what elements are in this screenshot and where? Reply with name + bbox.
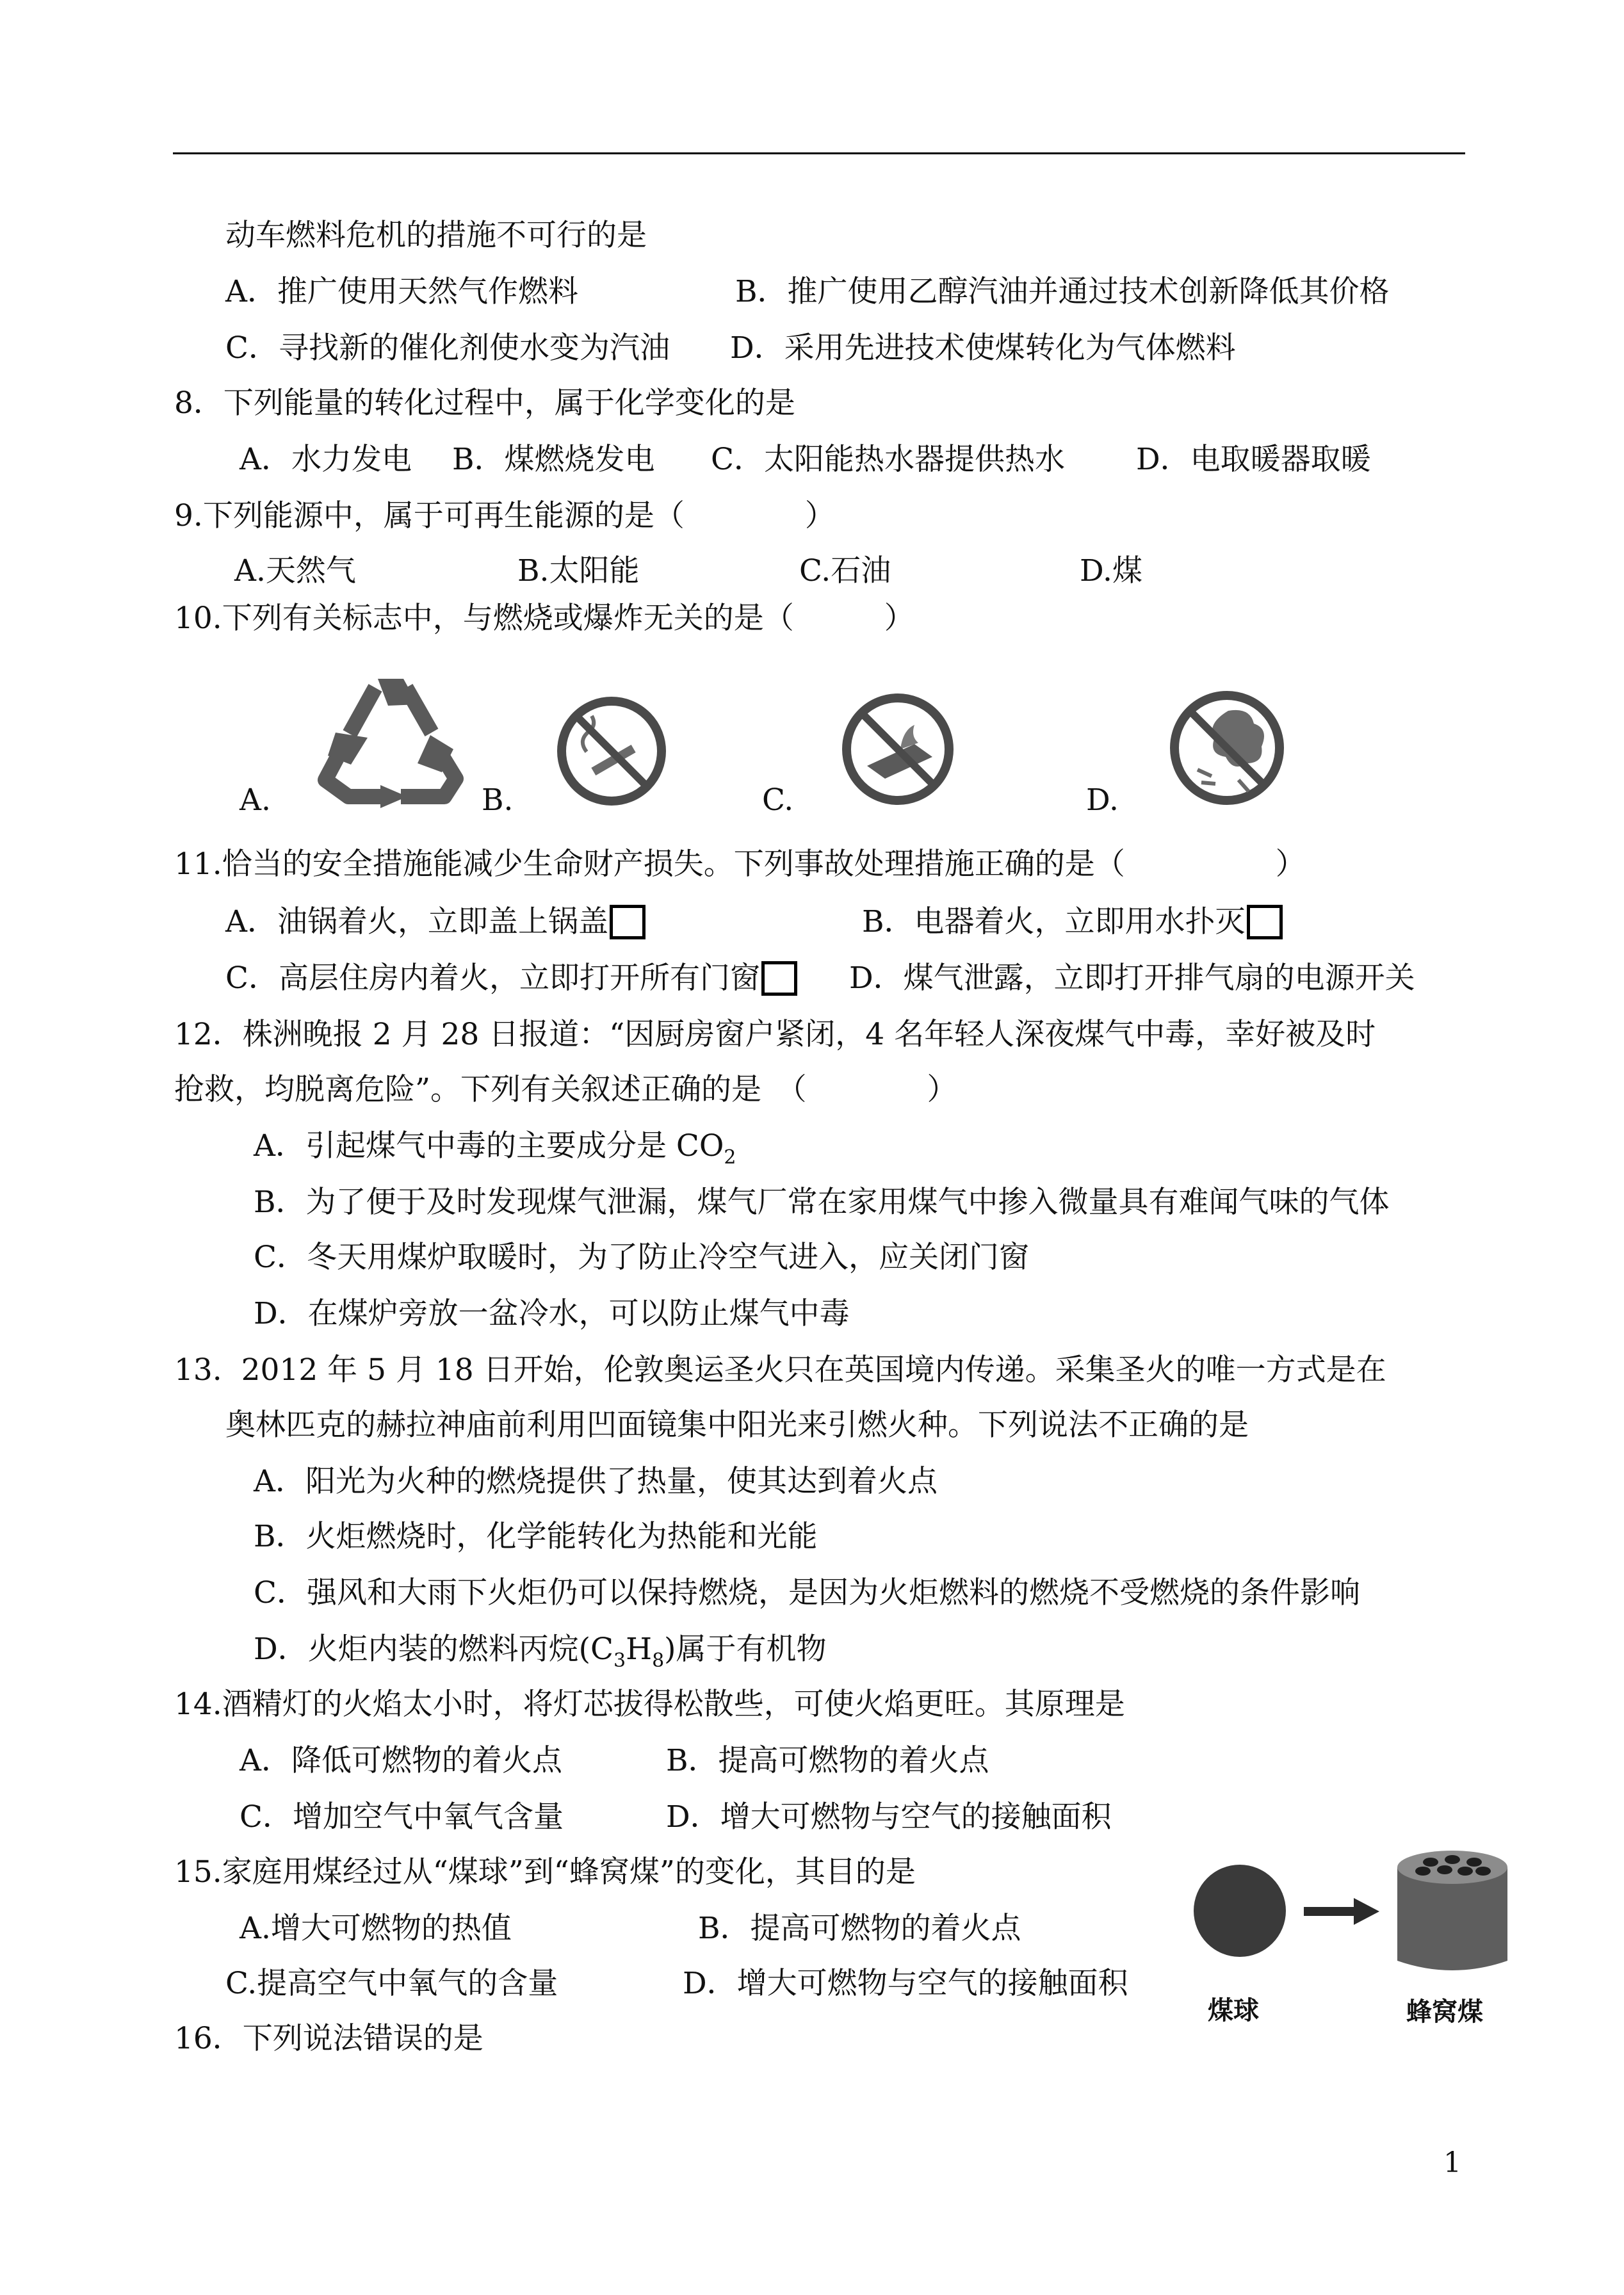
q7-option-d: D．采用先进技术使煤转化为气体燃料 xyxy=(730,330,1236,366)
honeycomb-briquette-label: 蜂窝煤 xyxy=(1406,1997,1483,2027)
q14-option-c: C．增加空气中氧气含量 xyxy=(240,1799,564,1835)
recycle-icon xyxy=(316,674,465,813)
line-q7-stem: 动车燃料危机的措施不可行的是 xyxy=(225,218,647,253)
q13-option-c: C．强风和大雨下火炬仍可以保持燃烧，是因为火炬燃料的燃烧不受燃烧的条件影响 xyxy=(254,1575,1360,1610)
q7-option-c: C．寻找新的催化剂使水变为汽油 xyxy=(225,330,670,366)
q13-option-b: B．火炬燃烧时，化学能转化为热能和光能 xyxy=(254,1519,818,1554)
q13-stem-line2: 奥林匹克的赫拉神庙前利用凹面镜集中阳光来引燃火种。下列说法不正确的是 xyxy=(225,1407,1249,1443)
q8-option-c: C．太阳能热水器提供热水 xyxy=(711,442,1065,477)
q13-option-d-text: H xyxy=(626,1632,653,1667)
q13-option-a: A．阳光为火种的燃烧提供了热量，使其达到着火点 xyxy=(254,1464,938,1499)
q9-option-c: C.石油 xyxy=(799,553,891,588)
no-explosives-icon xyxy=(1167,688,1287,808)
q12-option-a-text: A．引起煤气中毒的主要成分是 CO xyxy=(254,1128,724,1164)
q13-option-d xyxy=(254,1630,827,1680)
subscript: 8 xyxy=(652,1650,665,1672)
q9-stem: 9.下列能源中，属于可再生能源的是（ ） xyxy=(174,498,835,533)
q13-stem-line1: 13. 2012 年 5 月 18 日开始，伦敦奥运圣火只在英国境内传递。采集圣火的唯一方式是在 xyxy=(174,1352,1386,1388)
answer-box xyxy=(1247,905,1283,939)
q8-option-a: A．水力发电 xyxy=(240,442,412,477)
honeycomb-briquette-icon xyxy=(1393,1848,1511,1979)
coal-ball-label: 煤球 xyxy=(1208,1996,1259,2025)
q15-stem: 15.家庭用煤经过从“煤球”到“蜂窝煤”的变化，其目的是 xyxy=(174,1854,916,1890)
q8-option-b: B．煤燃烧发电 xyxy=(452,442,655,477)
q7-option-a: A．推广使用天然气作燃料 xyxy=(225,274,578,309)
q12-stem-line1: 12．株洲晚报 2 月 28 日报道：“因厨房窗户紧闭，4 名年轻人深夜煤气中毒，幸好被及时 xyxy=(174,1017,1376,1052)
q11-option-a xyxy=(225,903,646,941)
q10-stem: 10.下列有关标志中，与燃烧或爆炸无关的是（ ） xyxy=(174,601,914,636)
q10-option-a: A. xyxy=(240,783,271,818)
q12-option-d: D．在煤炉旁放一盆冷水，可以防止煤气中毒 xyxy=(254,1296,850,1331)
q16-stem: 16．下列说法错误的是 xyxy=(174,2021,483,2056)
q12-option-c: C．冬天用煤炉取暖时，为了防止冷空气进入，应关闭门窗 xyxy=(254,1240,1029,1275)
q10-option-d: D. xyxy=(1086,783,1119,818)
q11-option-c-text: C．高层住房内着火，立即打开所有门窗 xyxy=(225,961,760,996)
q13-option-d-text: D．火炬内装的燃料丙烷(C xyxy=(254,1632,613,1667)
q8-stem: 8．下列能量的转化过程中，属于化学变化的是 xyxy=(174,385,795,421)
q15-option-d: D．增大可燃物与空气的接触面积 xyxy=(683,1966,1128,2001)
q14-stem: 14.酒精灯的火焰太小时，将灯芯拔得松散些，可使火焰更旺。其原理是 xyxy=(174,1687,1125,1722)
q7-option-b: B．推广使用乙醇汽油并通过技术创新降低其价格 xyxy=(735,274,1390,309)
q11-option-d: D．煤气泄露，立即打开排气扇的电源开关 xyxy=(849,961,1415,996)
q9-option-a: A.天然气 xyxy=(234,553,356,588)
q10-option-c: C. xyxy=(762,783,794,818)
q14-option-d: D．增大可燃物与空气的接触面积 xyxy=(666,1799,1112,1835)
q15-option-b: B．提高可燃物的着火点 xyxy=(698,1911,1021,1946)
q8-option-d: D．电取暖器取暖 xyxy=(1136,442,1371,477)
q11-option-b xyxy=(862,903,1283,941)
q15-option-c: C.提高空气中氧气的含量 xyxy=(225,1966,558,2001)
q13-option-d-text: )属于有机物 xyxy=(664,1632,827,1667)
arrow-right-icon xyxy=(1304,1897,1381,1926)
q9-option-d: D.煤 xyxy=(1080,553,1142,588)
q12-option-a xyxy=(254,1127,736,1177)
q14-option-b: B．提高可燃物的着火点 xyxy=(666,1743,989,1778)
answer-box xyxy=(610,905,646,939)
q11-option-a-text: A．油锅着火，立即盖上锅盖 xyxy=(225,904,608,939)
answer-box xyxy=(761,961,797,996)
q9-option-b: B.太阳能 xyxy=(517,553,640,588)
q10-option-b: B. xyxy=(482,783,514,818)
q11-stem: 11.恰当的安全措施能减少生命财产损失。下列事故处理措施正确的是（ ） xyxy=(174,847,1306,882)
q11-option-c xyxy=(225,959,797,998)
page-number: 1 xyxy=(1443,2146,1461,2179)
q11-option-b-text: B．电器着火，立即用水扑灭 xyxy=(862,904,1246,939)
subscript: 2 xyxy=(724,1146,736,1169)
q15-option-a: A.增大可燃物的热值 xyxy=(240,1911,512,1946)
no-open-flame-icon xyxy=(839,690,957,808)
q14-option-a: A．降低可燃物的着火点 xyxy=(240,1743,562,1778)
no-smoking-icon xyxy=(555,694,669,808)
subscript: 3 xyxy=(613,1650,626,1672)
q12-stem-line2: 抢救，均脱离危险”。下列有关叙述正确的是 （ ） xyxy=(174,1072,957,1107)
q12-option-b: B．为了便于及时发现煤气泄漏，煤气厂常在家用煤气中掺入微量具有难闻气味的气体 xyxy=(254,1185,1390,1220)
coal-ball-icon xyxy=(1189,1860,1291,1962)
header-rule xyxy=(173,152,1465,154)
